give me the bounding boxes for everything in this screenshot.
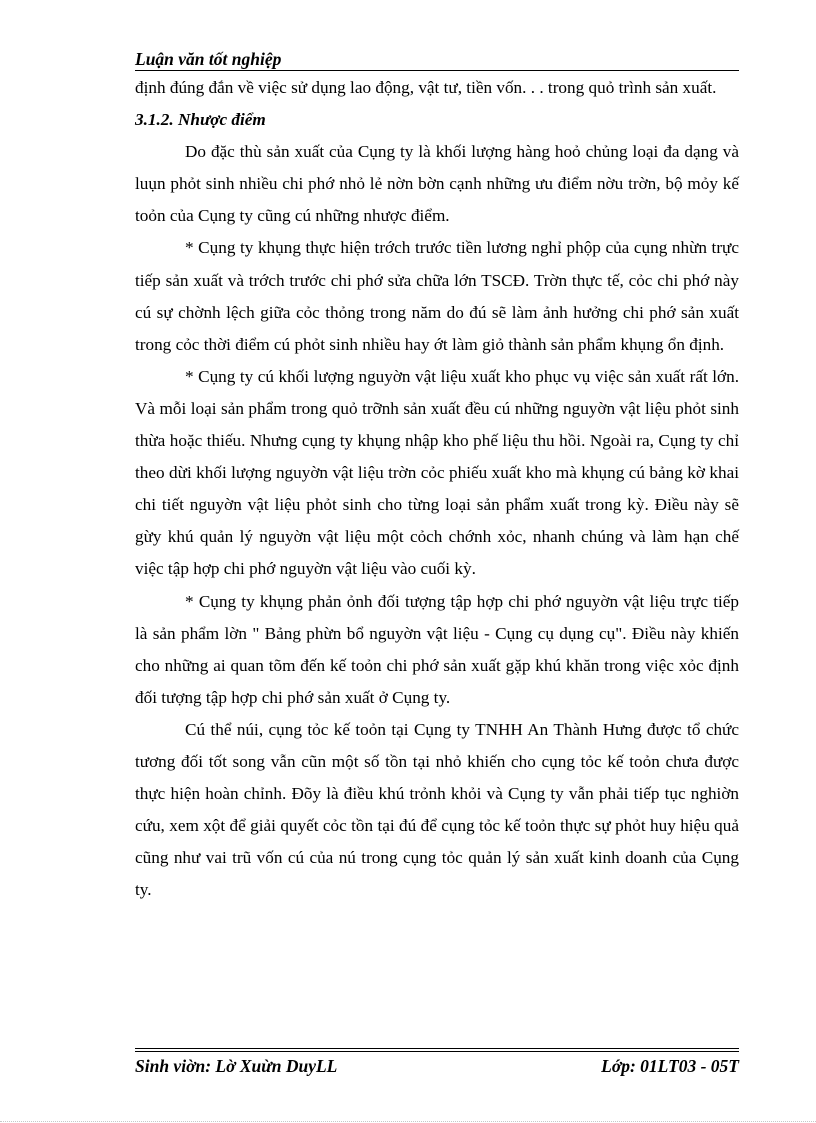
page-content (135, 72, 739, 906)
continuation-text: định đúng đắn về việc sử dụng lao động, vật tư, tiền vốn. . . trong quỏ trình sản xuất. (135, 78, 717, 97)
footer-author: Sinh viờn: Lờ Xuừn DuyLL (135, 1056, 338, 1076)
page-bottom-border (0, 1121, 816, 1122)
paragraph: * Cụng ty khụng thực hiện trớch trước tiền lương nghỉ phộp của cụng nhừn trực tiếp sản xuất và trớch trước chi phớ sửa chữa lớn TSCĐ. Trờn thực tế, cỏc chi phớ này cú sự chờnh lệch giữa cỏc thỏng trong năm do đú sẽ làm ảnh hưởng chi phớ sản xuất trong cỏc thời điểm cú phỏt sinh nhiều hay ớt làm giỏ thành sản phẩm khụng ổn định. (135, 238, 739, 354)
footer-class: Lớp: 01LT03 - 05T (601, 1056, 739, 1076)
section-heading: 3.1.2. Nhược điểm (135, 110, 266, 130)
paragraph: Cú thể núi, cụng tỏc kế toỏn tại Cụng ty TNHH An Thành Hưng được tổ chức tương đối tốt song vẫn cũn một số tồn tại nhỏ khiến cho cụng tỏc kế toỏn chưa được thực hiện hoàn chỉnh. Đõy là điều khú trỏnh khỏi và Cụng ty vẫn phải tiếp tục nghiờn cứu, xem xột để giải quyết cỏc tồn tại đú để cụng tỏc kế toỏn thực sự phỏt huy hiệu quả cũng như vai trũ vốn cú của nú trong cụng tỏc quản lý sản xuất kinh doanh của Cụng ty. (135, 719, 739, 900)
footer-rule (135, 1051, 739, 1052)
header-title: Luận văn tốt nghiệp (135, 49, 282, 69)
header-rule (135, 70, 739, 71)
page-header (135, 48, 739, 70)
paragraph: Do đặc thù sản xuất của Cụng ty là khối lượng hàng hoỏ chủng loại đa dạng và luụn phỏt sinh nhiều chi phớ nhỏ lẻ nờn bờn cạnh những ưu điểm nờu trờn, bộ mỏy kế toỏn của Cụng ty cũng cú những nhược điểm. (135, 142, 739, 226)
footer-rule (135, 1048, 739, 1049)
footer-row (135, 1055, 739, 1077)
paragraph: * Cụng ty cú khối lượng nguyờn vật liệu xuất kho phục vụ việc sản xuất rất lớn. Và mỗi loại sản phẩm trong quỏ trỡnh sản xuất đều cú những nguyờn vật liệu phỏt sinh thừa hoặc thiếu. Nhưng cụng ty khụng nhập kho phế liệu thu hồi. Ngoài ra, Cụng ty chỉ theo dừi khối lượng nguyờn vật liệu trờn cỏc phiếu xuất kho mà khụng cú bảng kờ khai chi tiết nguyờn vật liệu phỏt sinh cho từng loại sản phẩm xuất trong kỳ. Điều này sẽ gừy khú quản lý nguyờn vật liệu một cỏch chớnh xỏc, nhanh chúng và làm hạn chế việc tập hợp chi phớ nguyờn vật liệu vào cuối kỳ. (135, 366, 739, 579)
paragraph: * Cụng ty khụng phản ỏnh đối tượng tập hợp chi phớ nguyờn vật liệu trực tiếp là sản phẩm lờn " Bảng phừn bổ nguyờn vật liệu - Cụng cụ dụng cụ". Điều này khiến cho những ai quan tõm đến kế toỏn chi phớ sản xuất gặp khú khăn trong việc xỏc định đối tượng tập hợp chi phớ sản xuất ở Cụng ty. (135, 591, 739, 707)
